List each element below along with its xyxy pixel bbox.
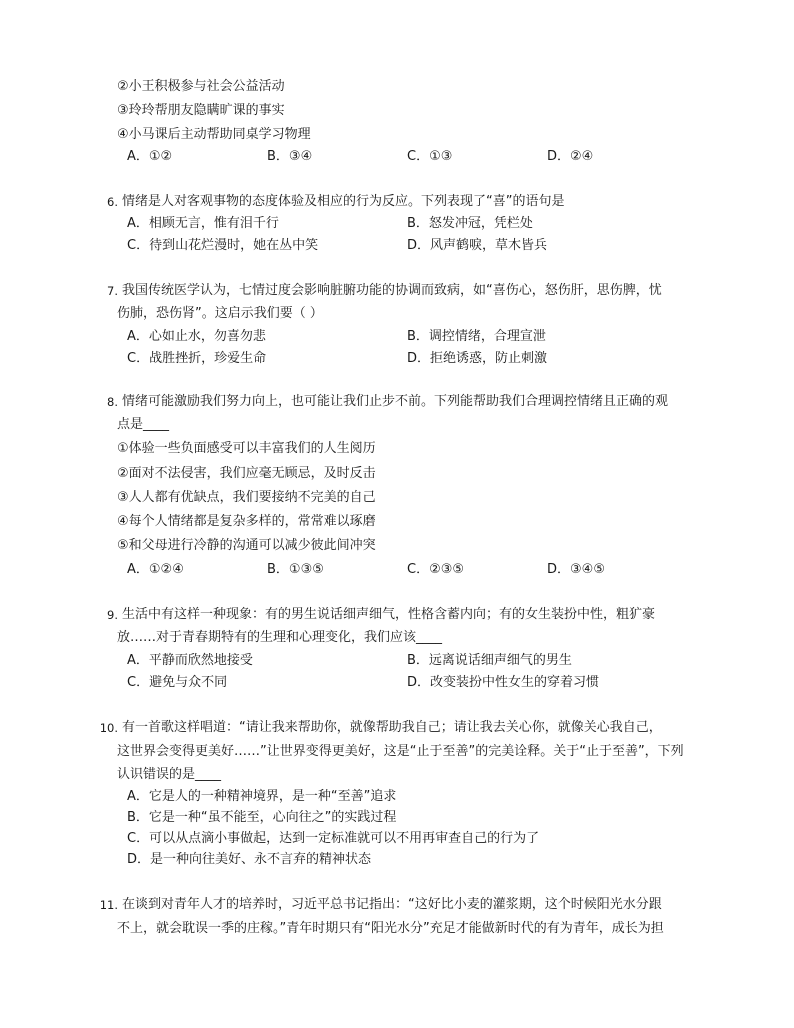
q7-number: 7. [107,284,118,298]
q8-item-4: ④每个人情绪都是复杂多样的，常常难以琢磨 [117,514,376,529]
q10-option-b: B．它是一种“虽不能至，心向往之”的实践过程 [127,810,397,825]
q5-option-c: C．①③ [407,149,453,164]
q10-stem-line2: 这世界会变得更美好……”让世界变得更美好，这是“止于至善”的完美诠释。关于“止于至善”，下列 [117,744,684,759]
q5-item-4: ④小马课后主动帮助同桌学习物理 [117,127,311,142]
q8-item-2: ②面对不法侵害，我们应毫无顾忌，及时反击 [117,466,376,481]
q6-option-d: D．风声鹤唳，草木皆兵 [407,238,548,253]
q9-option-b: B．远离说话细声细气的男生 [407,653,572,668]
q9-stem-line2: 放……对于青春期特有的生理和心理变化，我们应该____ [117,630,443,645]
q8-item-3: ③人人都有优缺点，我们要接纳不完美的自己 [117,490,376,505]
q9-option-c: C．避免与众不同 [127,675,228,690]
q5-option-a: A．①② [127,149,173,164]
q10-option-a: A．它是人的一种精神境界，是一种“至善”追求 [127,789,397,804]
q8-option-d: D．③④⑤ [547,562,605,577]
q7-stem-line2: 伤肺，恐伤肾”。这启示我们要（ ） [117,306,323,321]
q8-item-1: ①体验一些负面感受可以丰富我们的人生阅历 [117,441,376,456]
q8-option-a: A．①②④ [127,562,184,577]
q10-option-c: C．可以从点滴小事做起，达到一定标准就可以不用再审查自己的行为了 [127,831,540,846]
q9-option-d: D．改变装扮中性女生的穿着习惯 [407,675,600,690]
q8-item-5: ⑤和父母进行冷静的沟通可以减少彼此间冲突 [117,538,376,553]
q10-number: 10. [99,721,118,735]
q5-option-b: B．③④ [267,149,313,164]
q8-stem-line2: 点是____ [117,417,170,432]
q9-option-a: A．平静而欣然地接受 [127,653,253,668]
q6-option-b: B．怒发冲冠，凭栏处 [407,216,533,231]
q8-option-b: B．①③⑤ [267,562,324,577]
q7-stem-line1: 我国传统医学认为，七情过度会影响脏腑功能的协调而致病，如“喜伤心，怒伤肝，思伤脾，忧 [122,283,662,298]
q10-stem-line1: 有一首歌这样唱道：“请让我来帮助你，就像帮助我自己；请让我去关心你，就像关心我自己， [122,720,662,735]
q6-number: 6. [107,195,118,209]
q6-stem: 情绪是人对客观事物的态度体验及相应的行为反应。下列表现了“喜”的语句是 [122,194,565,209]
q6-option-c: C．待到山花烂漫时，她在丛中笑 [127,238,319,253]
q6-option-a: A．相顾无言，惟有泪千行 [127,216,279,231]
q7-option-c: C．战胜挫折，珍爱生命 [127,351,267,366]
q7-option-b: B．调控情绪，合理宣泄 [407,329,546,344]
q11-stem-line2: 不上，就会耽误一季的庄稼。”青年时期只有“阳光水分”充足才能做新时代的有为青年，成长为担 [117,921,664,936]
q9-number: 9. [107,608,118,622]
q10-stem-line3: 认识错误的是____ [117,767,222,782]
q11-number: 11. [99,898,118,912]
q8-number: 8. [107,395,118,409]
q5-item-3: ③玲玲帮朋友隐瞒旷课的事实 [117,103,285,118]
q9-stem-line1: 生活中有这样一种现象：有的男生说话细声细气，性格含蓄内向；有的女生装扮中性，粗犷豪 [122,607,656,622]
q8-stem-line1: 情绪可能激励我们努力向上，也可能让我们止步不前。下列能帮助我们合理调控情绪且正确的观 [122,394,669,409]
q8-option-c: C．②③⑤ [407,562,465,577]
q5-option-d: D．②④ [547,149,594,164]
q7-option-d: D．拒绝诱惑，防止刺激 [407,351,548,366]
q5-item-2: ②小王积极参与社会公益活动 [117,79,285,94]
q11-stem-line1: 在谈到对青年人才的培养时，习近平总书记指出：“这好比小麦的灌浆期，这个时候阳光水分跟 [122,897,662,912]
q7-option-a: A．心如止水，勿喜勿悲 [127,329,266,344]
q10-option-d: D．是一种向往美好、永不言弃的精神状态 [127,852,372,867]
